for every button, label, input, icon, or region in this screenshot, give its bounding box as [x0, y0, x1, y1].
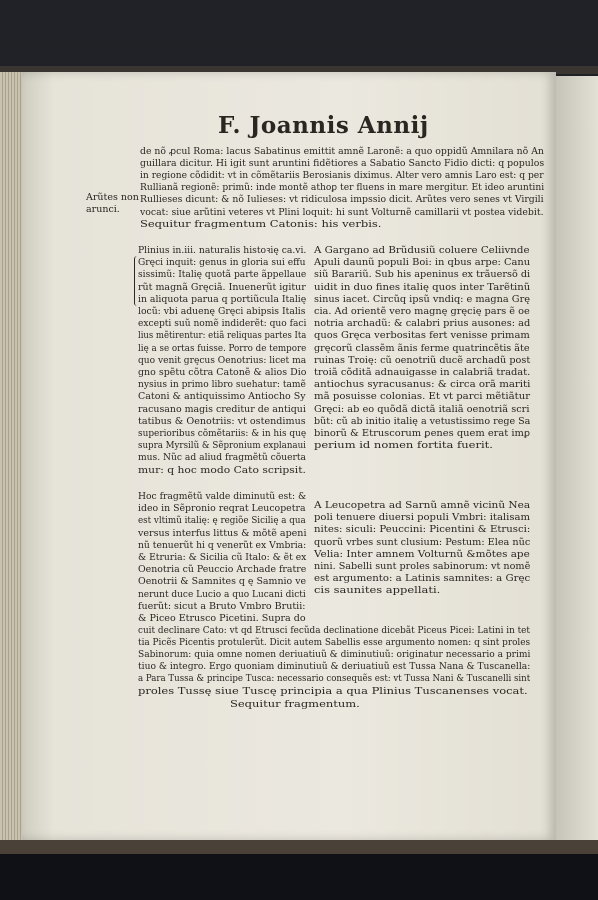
right-column-line: cia. Ad orientẽ vero magnę gręcię pars ẽ oe [314, 306, 530, 317]
book-bottom-edge [0, 840, 598, 854]
running-head: F. Joannis Annij [218, 112, 429, 139]
left-column-line: Gręci inquit: genus in gloria sui effu [138, 257, 306, 269]
left-column-line: Oenotria cũ Peuccio Archade fratre [138, 564, 307, 576]
right-column-line: cis saunites appellati. [314, 585, 441, 597]
bottom-paragraph-line: tia Picẽs Picentis protulerũt. Dicit autem Sabellis esse argumento nomen: q sint proles [138, 637, 531, 649]
bottom-paragraph-line: a Para Tussa & principe Tusca: necessario consequẽs est: vt Tussa Nani & Tuscanelli sint [138, 673, 531, 685]
right-column-line: quos Gręca verbositas fert venisse primam [314, 330, 530, 342]
right-column-line: bũt: cũ ab initio italię a vetustissimo rege Sa [314, 415, 531, 427]
right-column-line: A Gargano ad Brũdusiũ coluere Celiivnde [314, 245, 530, 256]
left-column-line: superioribus cõmẽtariis: & in his quę [138, 428, 307, 439]
right-column-line: est argumento: a Latinis samnites: a Gręc [314, 573, 531, 585]
closing-line: Sequitur fragmentum. [230, 699, 360, 710]
left-column-line: & Etruria: & Sicilia cũ Italo: & ẽt ex [138, 552, 307, 563]
left-column-line: versus interfus littus & mõtẽ apeni [138, 527, 307, 539]
left-column-line: mus. Nũc ad aliud fragmẽtũ cõuerta [138, 452, 306, 464]
top-paragraph-line: vocat: siue arũtini veteres vt Plini loquit: hi sunt Volturnẽ camillarii vt postea videbit. [140, 206, 544, 218]
bottom-paragraph-line: tiuo & integro. Ergo quoniam diminutiuũ & deriuatiuũ est Tussa Nana & Tuscanella: [138, 661, 531, 673]
bottom-paragraph-line: proles Tussę siue Tuscę principia a qua Plinius Tuscanenses vocat. [138, 685, 528, 697]
right-column-line: nites: siculi: Peuccini: Picentini & Etrusci: [314, 524, 531, 536]
left-column-line: nysius in primo libro suehatur: tamẽ [138, 379, 306, 391]
left-column-line: excepti suũ nomẽ indiderẽt: quo faci [138, 318, 307, 330]
right-column-line: Gręci: ab eo quõdã dictã italiã oenotriã scri [314, 403, 530, 415]
left-column-line: ideo in Sẽpronio reqrat Leucopetra [138, 503, 306, 515]
facing-page-edge [556, 76, 598, 840]
top-paragraph-line: Rullieses dicunt: & nõ Iulieses: vt ridiculosa impssio dicit. Arũtes vero senes vt Virgili [140, 194, 544, 206]
right-column-line: Apuli daunũ populi Boi: in qbus arpe: Canu [314, 257, 531, 269]
right-column-line: sinus iacet. Circũq ipsũ vndiq: e magna Grę [314, 293, 530, 305]
marginal-note-line: arunci. [86, 204, 120, 215]
right-column-line: Velia: Inter amnem Volturnũ &mõtes ape [314, 548, 530, 560]
marginal-note-line: Arũtes non [86, 192, 139, 203]
dark-cloth [0, 854, 598, 900]
top-paragraph-line: guillara dicitur. Hi igit sunt aruntini fidẽtiores a Sabatio Sancto Fidio dicti: q populos [140, 158, 545, 170]
right-column-line: nini. Sabelli sunt proles sabinorum: vt nomẽ [314, 561, 531, 572]
right-column-line: troiã cõditã adnauigasse in calabriã tradat. [314, 367, 531, 378]
left-column-line: quo venit gręcus Oenotrius: licet ma [138, 354, 307, 366]
left-column-line: mur: q hoc modo Cato scripsit. [138, 464, 306, 476]
bottom-paragraph-line: cuit declinare Cato: vt qd Etrusci fecũda declinatione dicebãt Piceus Picei: Latini in tet [138, 625, 530, 636]
left-column-line: lię a se ortas fuisse. Porro de tempore [138, 342, 307, 354]
left-column-line: rũt magnã Gręciã. Inuenerũt igitur [138, 281, 306, 293]
left-column-line: Catoni & antiquissimo Antiocho Sy [138, 391, 306, 403]
page-stack-left [0, 72, 22, 842]
left-column-line: sissimũ: Italię quotã parte ãppellaue [138, 269, 307, 281]
right-column-line: perium id nomen fortita fuerit. [314, 440, 493, 452]
right-column-line: uidit in duo fines italię quos inter Tarẽtinũ [314, 281, 531, 293]
right-column-line: poli tenuere diuersi populi Vmbri: italisam [314, 512, 530, 524]
left-column-line: est vltimũ italię: ę regiõe Sicilię a qua [138, 515, 306, 527]
left-column-line: lius mẽtirentur: etiã reliquas partes Ita [138, 330, 307, 342]
left-column-line: Hoc fragmẽtũ valde diminutũ est: & [138, 491, 307, 502]
left-column-line: nerunt duce Lucio a quo Lucani dicti [138, 588, 306, 600]
right-column-line: gręcorũ classẽm ãnis ferme quatrincẽtis ãte [314, 342, 530, 354]
left-column-line: racusano magis creditur de antiqui [138, 403, 306, 415]
right-column-line: siũ Barariũ. Sub his apeninus ex trãuersõ di [314, 269, 531, 281]
right-column-line: quorũ vrbes sunt clusium: Pestum: Elea nũc [314, 536, 531, 548]
right-column-line: notria archadũ: & calabri prius ausones: ad [314, 318, 531, 330]
left-column-line: & Piceo Etrusco Picetini. Supra do [138, 613, 306, 624]
right-column-line: binorũ & Etruscorum ꝑenes quem erat imꝑ [314, 428, 531, 439]
right-column-line: mã posuisse colonias. Et vt parci mẽtiãtur [314, 391, 531, 403]
top-paragraph-line: Rullianã regionẽ: primũ: inde montẽ athoꝑ ter fluens in mare mergitur. Et ideo aruntini [140, 182, 545, 194]
right-column-line: ruinas Troię: cũ oenotriũ ducẽ archadũ post [314, 354, 531, 366]
left-column-line: Oenotrii & Samnites q ę Samnio ve [138, 576, 307, 588]
left-column-line: Plinius in.iii. naturalis histoꝛię ca.vi. [138, 245, 307, 256]
marginal-note [86, 192, 139, 216]
top-paragraph-line: Sequitur fragmentum Catonis: his verbis. [140, 218, 382, 230]
top-paragraph-line: de nõ ꝓcul Roma: lacus Sabatinus emittit amnẽ Laronẽ: a quo oppidũ Amnilara nõ An [140, 146, 544, 157]
right-column-line: antiochus syracusanus: & circa orã mariti [314, 379, 531, 391]
left-column-line: gno spẽtu cõtra Catonẽ & alios Dio [138, 367, 307, 378]
left-column-line: fuerũt: sicut a Bruto Vmbro Brutii: [138, 600, 306, 612]
bottom-paragraph-line: Sabinorum: quia omne nomen deriuatiuũ & diminutiuũ: originatur necessario a primi [138, 649, 531, 661]
left-column-line: locũ: vbi aduenę Gręci abipsis Italis [138, 306, 306, 317]
left-column-line: tatibus & Oenotriis: vt ostendimus [138, 415, 306, 427]
top-paragraph-line: in regione cõdidit: vt in cõmẽtariis Berosianis diximus. Alter vero amnis Laro est: q per [140, 170, 544, 182]
left-column-line: nũ tenuerũt hi q venerũt ex Vmbria: [138, 539, 307, 551]
left-column-line: supra Myrsilũ & Sẽpronium explanaui [138, 440, 306, 452]
right-column-line: A Leucopetra ad Sarnũ amnẽ vicinũ Nea [314, 500, 531, 511]
left-column-line: in aliquota parua q portiũcula Italię [138, 293, 307, 305]
